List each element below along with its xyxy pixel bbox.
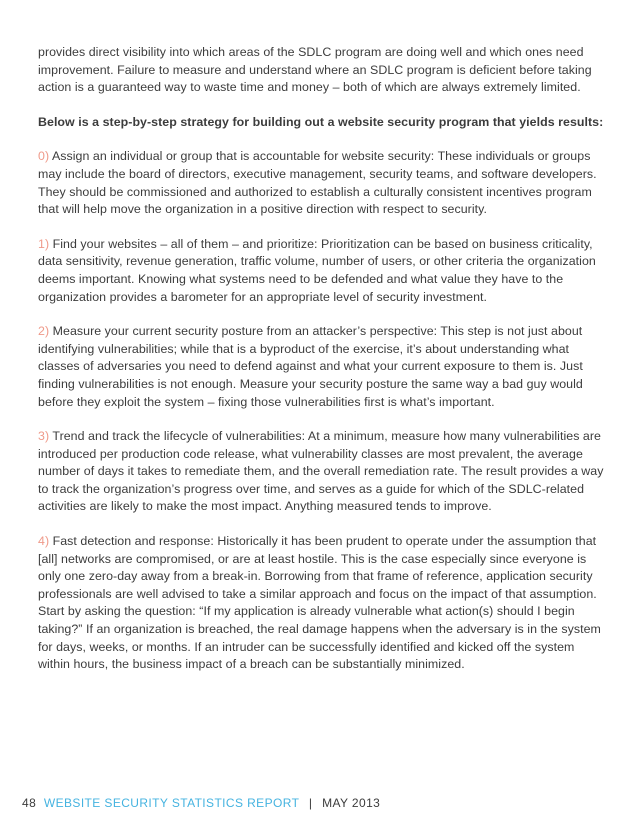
step-4 <box>38 533 604 674</box>
step-text: Fast detection and response: Historically it has been prudent to operate under the assumption that [all] networks are compromised, or are at least hostile. This is the case especially since everyone is only one zero-day away from a break-in. Borrowing from that frame of reference, application security professionals are well advised to take a similar approach and focus on the impact of that assumption. Start by asking the question: “If my application is already vulnerable what action(s) should I begin taking?” If an organization is breached, the real damage happens when the adversary is in the system for days, weeks, or months. If an intruder can be successfully identified and kicked off the system within hours, the business impact of a breach can be substantially minimized. <box>38 534 601 672</box>
step-number: 0) <box>38 149 50 164</box>
step-text: Measure your current security posture from an attacker’s perspective: This step is not just about identifying vulnerabilities; while that is a byproduct of the exercise, it’s about understanding what classes of adversaries you need to defend against and what your current exposure to them is. Just finding vulnerabilities is not enough. Measure your security posture the same way a bad guy would before they exploit the system – fixing those vulnerabilities first is what’s important. <box>38 324 583 409</box>
report-title: WEBSITE SECURITY STATISTICS REPORT <box>43 796 300 810</box>
document-page <box>38 44 604 691</box>
strategy-lead: Below is a step-by-step strategy for building out a website security program that yields results: <box>38 114 604 129</box>
step-number: 1) <box>38 236 50 251</box>
step-0 <box>38 148 604 218</box>
step-text: Find your websites – all of them – and prioritize: Prioritization can be based on business criticality, data sensitivity, revenue generation, traffic volume, number of users, or other criteria the organization deems important. Knowing what systems need to be defended and what value they have to the organization provides a barometer for an appropriate level of security investment. <box>38 236 596 304</box>
step-number: 2) <box>38 324 50 339</box>
step-2 <box>38 323 604 411</box>
page-footer <box>22 796 380 810</box>
step-text: Trend and track the lifecycle of vulnerabilities: At a minimum, measure how many vulnerabilities are introduced per production code release, what vulnerability classes are most prevalent, the average number of days it takes to remediate them, and the overall remediation rate. The result provides a way to track the organization’s progress over time, and serves as a guide for which of the SDLC-related activities are likely to make the most impact. Anything measured tends to improve. <box>38 429 604 514</box>
step-number: 4) <box>38 534 50 549</box>
page-number: 48 <box>22 796 37 810</box>
step-3 <box>38 428 604 516</box>
step-1 <box>38 236 604 306</box>
report-date: MAY 2013 <box>322 796 381 810</box>
step-text: Assign an individual or group that is accountable for website security: These individuals or groups may include the board of directors, executive management, security teams, and software developers. They should be commissioned and authorized to establish a culturally consistent incentives program that will help move the organization in a positive direction with respect to security. <box>38 149 597 217</box>
footer-separator: | <box>308 796 313 810</box>
intro-paragraph: provides direct visibility into which areas of the SDLC program are doing well and which ones need improvement. Failure to measure and understand where an SDLC program is deficient before taking action is a guaranteed way to waste time and money – both of which are always extremely limited. <box>38 45 592 95</box>
step-number: 3) <box>38 429 50 444</box>
